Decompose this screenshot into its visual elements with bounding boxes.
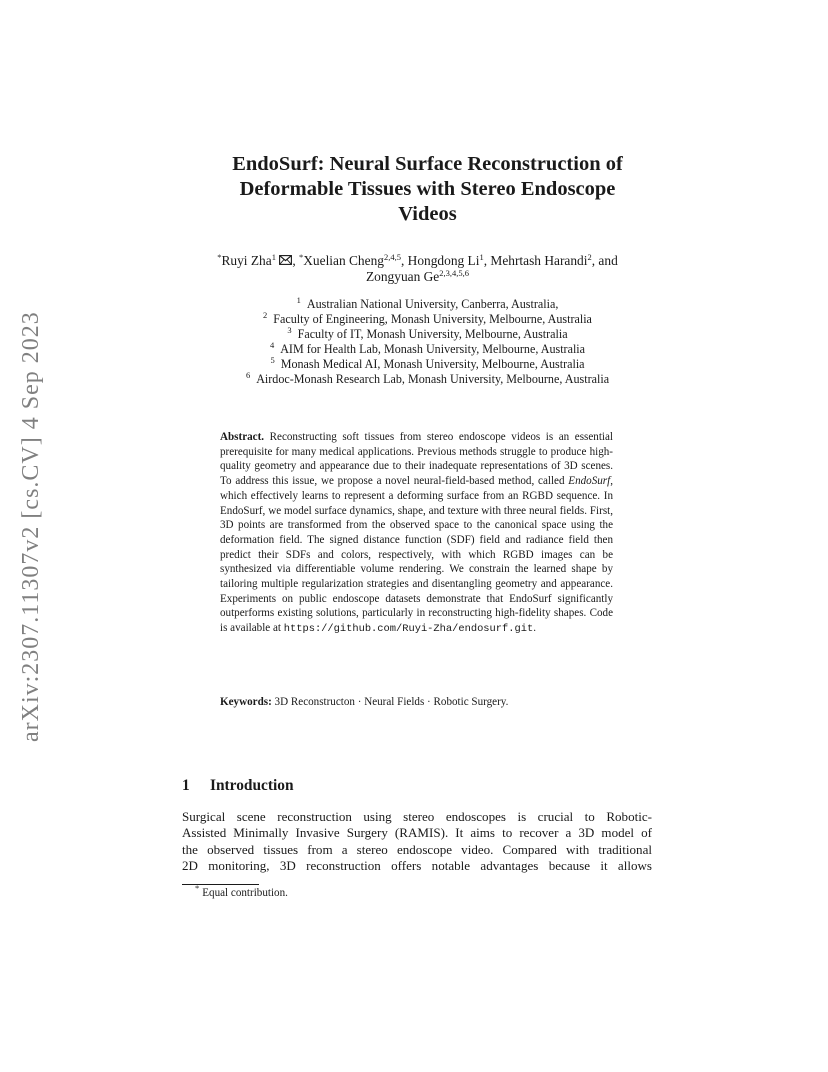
equal-contribution-mark: * <box>299 252 304 262</box>
abstract-end: . <box>533 622 536 635</box>
affiliation-number: 2 <box>263 310 268 320</box>
affiliation-number: 5 <box>270 355 275 365</box>
footnote-text: Equal contribution. <box>202 887 288 899</box>
affiliation-item <box>180 297 675 312</box>
author-affiliation-index: 1 <box>479 252 484 262</box>
envelope-icon <box>279 255 292 265</box>
affiliation-text: Australian National University, Canberra, Australia, <box>306 297 559 311</box>
section-heading <box>182 776 294 796</box>
abstract-text: Reconstructing soft tissues from stereo endoscope videos is an essential prerequisite for many medical applications. Previous methods struggle to produce high-quality geometry and appearance due to their inadequate representations of 3D scenes. To address this issue, we propose a novel neural-field-based method, called <box>220 431 613 488</box>
affiliation-item <box>180 312 675 327</box>
author-separator: , <box>292 253 300 268</box>
affiliation-item <box>180 357 675 372</box>
affiliation-number: 1 <box>296 295 301 305</box>
author-name: Xuelian Cheng <box>303 253 384 268</box>
affiliation-item <box>180 372 675 387</box>
affiliation-number: 4 <box>269 340 275 350</box>
paragraph-line: Assisted Minimally Invasive Surgery (RAMIS). It aims to recover a 3D model of <box>182 825 652 841</box>
affiliation-number: 3 <box>287 325 292 335</box>
paragraph-line: 2D monitoring, 3D reconstruction offers notable advantages because it allows <box>182 858 652 874</box>
affiliation-number: 6 <box>245 370 251 380</box>
paper-title-line: Deformable Tissues with Stereo Endoscope <box>239 178 616 200</box>
author-separator: , <box>400 253 408 268</box>
paper-title <box>180 152 675 227</box>
affiliation-item <box>180 327 675 342</box>
author-affiliation-index: 2,4,5 <box>383 252 401 262</box>
author-separator: , and <box>591 253 618 268</box>
affiliation-text: AIM for Health Lab, Monash University, Melbourne, Australia <box>280 342 586 356</box>
introduction-paragraph <box>182 809 652 875</box>
affiliation-text: Airdoc-Monash Research Lab, Monash University, Melbourne, Australia <box>256 372 610 386</box>
paragraph-line: the observed tissues from a stereo endoscope video. Compared with traditional <box>182 841 652 857</box>
arxiv-identifier-stamp: arXiv:2307.11307v2 [cs.CV] 4 Sep 2023 <box>18 311 44 743</box>
footnote-mark: * <box>195 883 200 893</box>
author-name: Ruyi Zha <box>221 253 272 268</box>
keywords-label: Keywords: <box>220 696 272 708</box>
author-name: Zongyuan Ge <box>365 269 440 284</box>
paragraph-line: Surgical scene reconstruction using stereo endoscopes is crucial to Robotic- <box>182 809 652 824</box>
abstract-text: , which effectively learns to represent a deforming surface from an RGBD sequence. In EndoSurf, we model surface dynamics, shape, and texture with three neural fields. First, 3D points are transformed from the observed space to the canonical space using the deformation field. The signed distance function (SDF) field and radiance field then predict their SDFs and colors, respectively, with which RGBD images can be synthesized via differentiable volume rendering. We constrain the learned shape by tailoring multiple regularization strategies and disentangling geometry and appearance. Experiments on public endoscope datasets demonstrate that EndoSurf significantly outperforms existing solutions, particularly in reconstructing high-fidelity shapes. Code is available at <box>220 475 613 635</box>
footnote-rule <box>182 884 259 885</box>
paper-title-line: EndoSurf: Neural Surface Reconstruction of <box>232 153 623 175</box>
section-number: 1 <box>182 777 190 794</box>
code-link[interactable]: https://github.com/Ruyi-Zha/endosurf.git <box>283 623 534 636</box>
author-list <box>180 253 655 285</box>
section-title: Introduction <box>210 777 294 794</box>
author-affiliation-index: 2,3,4,5,6 <box>439 268 469 278</box>
author-affiliation-index: 2 <box>587 252 592 262</box>
affiliation-list <box>180 297 675 387</box>
author-line <box>180 269 655 285</box>
method-name: EndoSurf <box>568 475 611 488</box>
keywords-text: 3D Reconstructon · Neural Fields · Robotic Surgery. <box>271 696 509 708</box>
author-separator: , <box>483 253 491 268</box>
affiliation-text: Monash Medical AI, Monash University, Melbourne, Australia <box>280 357 585 371</box>
affiliation-item <box>180 342 675 357</box>
keywords <box>220 695 613 710</box>
author-affiliation-index: 1 <box>271 252 276 262</box>
abstract <box>220 430 613 637</box>
author-name: Hongdong Li <box>407 253 480 268</box>
equal-contribution-mark: * <box>217 252 222 262</box>
author-name: Mehrtash Harandi <box>490 253 588 268</box>
abstract-label: Abstract. <box>220 431 265 443</box>
paper-title-line: Videos <box>398 203 457 225</box>
footnote <box>195 883 288 900</box>
affiliation-text: Faculty of IT, Monash University, Melbourne, Australia <box>297 327 568 341</box>
affiliation-text: Faculty of Engineering, Monash University, Melbourne, Australia <box>273 312 592 326</box>
author-line <box>180 253 655 269</box>
